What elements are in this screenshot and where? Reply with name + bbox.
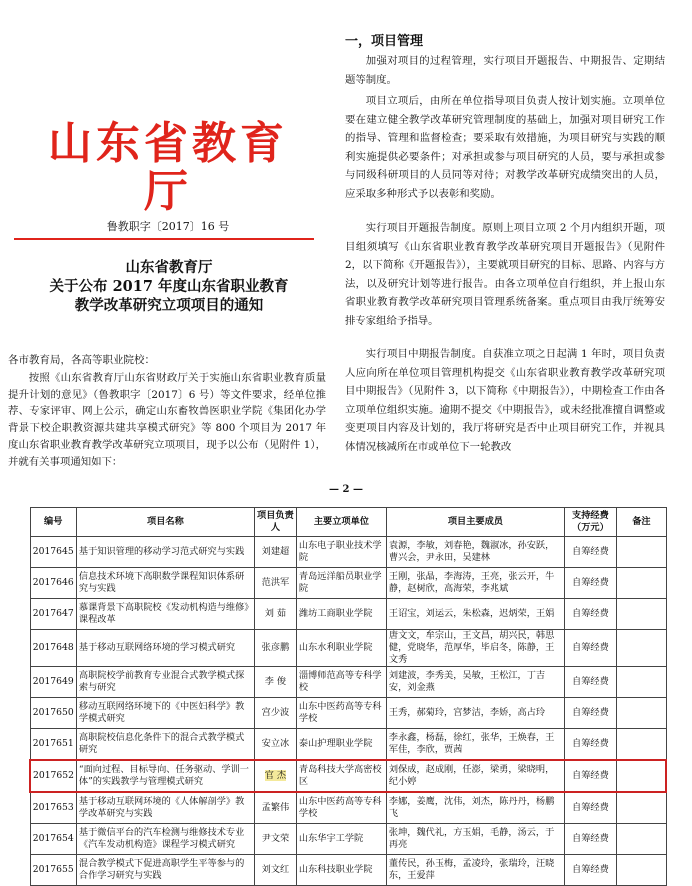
cell-id-text: 2017651 [32,738,74,749]
cell-fund-text: 自筹经费 [572,770,609,781]
cell-fund [564,599,616,630]
col-header-members: 项目主要成员 [386,508,564,537]
cell-leader-text: 孟繁伟 [261,802,290,813]
cell-leader-text: 官 杰 [264,770,287,781]
cell-project-name [76,792,254,824]
cell-fund [564,537,616,568]
cell-members [386,568,564,599]
cell-project-name [76,667,254,698]
cell-fund-text: 自筹经费 [572,802,609,813]
table-header-row [30,508,666,537]
cell-members [386,599,564,630]
cell-fund-text: 自筹经费 [572,738,609,749]
cell-project-name-text: 基于知识管理的移动学习范式研究与实践 [78,546,245,557]
table-row [30,537,666,568]
cell-leader [254,630,296,667]
table-body [30,537,666,886]
col-header-id: 编号 [30,508,76,537]
cell-unit [296,855,386,886]
cell-leader-text: 张彦鹏 [261,642,290,653]
cell-id [30,568,76,599]
cell-project-name-text: 基于移动互联网络环境的学习模式研究 [78,642,236,653]
cell-fund [564,824,616,855]
cell-unit [296,599,386,630]
table-row [30,630,666,667]
cell-project-name-text: 高职院校学前教育专业混合式教学模式探索与研究 [78,670,245,693]
cell-leader [254,855,296,886]
table-row [30,568,666,599]
cell-unit-text: 泰山护理职业学院 [298,738,373,749]
cell-leader-text: 刘文红 [261,864,290,875]
cell-unit [296,667,386,698]
table-row [30,599,666,630]
cell-id [30,698,76,729]
cell-id [30,855,76,886]
cell-unit-text: 山东中医药高等专科学校 [298,701,382,724]
cell-leader-text: 安立冰 [261,738,290,749]
cell-id-text: 2017645 [32,546,74,557]
salutation: 各市教育局，各高等职业院校： [8,354,155,366]
cell-unit [296,537,386,568]
cell-project-name [76,855,254,886]
cell-leader [254,599,296,630]
cell-id [30,792,76,824]
cell-unit-text: 山东水利职业学院 [298,642,373,653]
cell-project-name [76,698,254,729]
cell-unit [296,792,386,824]
cell-leader [254,760,296,792]
cell-note [616,537,666,568]
cell-leader [254,824,296,855]
cell-project-name-text: “面向过程、目标导向、任务驱动、学训一体”的实践教学与管理模式研究 [78,764,249,787]
cell-fund [564,760,616,792]
cell-note [616,599,666,630]
table-row [30,855,666,886]
cell-unit-text: 青岛科技大学高密校区 [298,764,382,787]
paragraph-opening-report: 实行项目开题报告制度。原则上项目立项 2 个月内组织开题，项目组须填写《山东省职业教育教学改革研究项目开题报告》（见附件 2，以下简称《开题报告》），主要就项目研究的目标、思路、内容与方法，以及研究计划等进行报告。由各立项单位自行组织，并上报山东省职业教育教学改革研究项目管理系统备案。重点项目由我厅统筹安排专家组给予指导。 [345,222,665,327]
cell-members [386,729,564,761]
document-number: 鲁教职字〔2017〕16 号 [106,220,230,233]
cell-members-text: 王诏宝，刘运云，朱松森，迟炳荣，王娟 [388,608,555,619]
cell-project-name-text: 慕课背景下高职院校《发动机构造与维修》课程改革 [78,602,249,625]
cell-id-text: 2017653 [32,802,74,813]
cell-unit-text: 山东科技职业学院 [298,864,373,875]
cell-id [30,599,76,630]
cell-project-name [76,537,254,568]
cell-fund [564,729,616,761]
col-header-unit: 主要立项单位 [296,508,386,537]
cell-members-text: 刘建波，李秀美，吴敏，王松江，丁吉安，刘金燕 [388,670,546,693]
cell-project-name-text: 移动互联网络环境下的《中医妇科学》教学模式研究 [78,701,245,724]
letterhead-divider [14,238,314,240]
table-row [30,729,666,761]
cell-note [616,760,666,792]
cell-unit [296,824,386,855]
cell-fund-text: 自筹经费 [572,833,609,844]
cell-id-text: 2017648 [32,642,74,653]
cell-id [30,667,76,698]
cell-leader-text: 刘 茹 [264,608,287,619]
cell-unit-text: 淄博师范高等专科学校 [298,670,382,693]
cell-project-name-text: 信息技术环境下高职数学课程知识体系研究与实践 [78,571,245,594]
cell-fund-text: 自筹经费 [572,577,609,588]
cell-note [616,630,666,667]
cell-project-name-text: 基于微信平台的汽车检测与维修技术专业《汽车发动机构造》课程学习模式研究 [78,827,245,850]
cell-leader-text: 范洪军 [261,577,290,588]
cell-leader-text: 刘建超 [261,546,290,557]
cell-id [30,729,76,761]
cell-unit-text: 山东电子职业技术学院 [298,540,382,563]
cell-id [30,824,76,855]
cell-members [386,760,564,792]
cell-unit-text: 山东中医药高等专科学校 [298,796,382,819]
cell-fund [564,698,616,729]
cell-project-name [76,599,254,630]
cell-members-text: 王刚，张晶，李海涛，王亮，张云开，牛静，赵树欣，高海荣，李兆斌 [388,571,555,594]
cell-leader [254,792,296,824]
cell-fund [564,855,616,886]
cell-members [386,537,564,568]
cell-unit [296,760,386,792]
cell-leader [254,729,296,761]
cell-members-text: 袁源，李敏，刘春艳，魏淑冰，孙安跃，曹兴会，尹永田，吴建林 [388,540,555,563]
cell-members-text: 董传民，孙玉梅，孟凌玲，张瑞玲，汪晓东，王爱萍 [388,858,555,881]
cell-fund-text: 自筹经费 [572,676,609,687]
paragraph-midterm-report: 实行项目中期报告制度。自获准立项之日起满 1 年时，项目负责人应向所在单位项目管理机构提交《山东省职业教育教学改革研究项目中期报告》（见附件 3，以下简称《中期报告》），中期检查工作由各立项单位组织实施。逾期不提交《中期报告》，或未经批准擅自调整或变更项目内容及计划的，我厅将研究是否中止项目研究工作，并视具体情况核减所在市或单位下一轮教改 [345,348,665,453]
paragraph-implementation: 项目立项后，由所在单位指导项目负责人按计划实施。立项单位要在建立健全教学改革研究管理制度的基础上，加强对项目研究工作的指导、管理和监督检查；要采取有效措施，为项目研究与实践的顺利实施提供必要条件；对承担或参与项目研究的人员，要与承担或参与同级科研项目的人员同等对待；对教学改革研究成绩突出的人员，应采取多种形式予以表彰和奖励。 [345,95,665,200]
table-row [30,792,666,824]
col-header-fund: 支持经费（万元） [564,508,616,537]
cell-id-text: 2017655 [32,864,74,875]
cell-members [386,667,564,698]
cell-unit-text: 潍坊工商职业学院 [298,608,373,619]
cell-id-text: 2017650 [32,707,74,718]
cell-note [616,667,666,698]
cell-fund [564,792,616,824]
cell-members [386,855,564,886]
page-number: — 2 — [329,484,363,495]
cell-note [616,824,666,855]
cell-fund-text: 自筹经费 [572,546,609,557]
notice-title-line: 关于公布 2017 年度山东省职业教育 [49,278,289,295]
cell-members-text: 李永鑫，杨磊，徐红，张华，王焕春，王军佳，李欣，贾茜 [388,732,555,755]
cell-id-text: 2017646 [32,577,74,588]
cell-members-text: 刘保成，赵成刚，任澎，梁勇，梁晓明，纪小婷 [388,764,555,787]
cell-members [386,824,564,855]
cell-note [616,729,666,761]
cell-unit-text: 青岛远洋船员职业学院 [298,571,382,594]
cell-members-text: 唐文文，牟宗山，王文昌，胡兴民，韩思健，党晓华，范厚华，毕启冬，陈静，王文秀 [388,630,555,665]
cell-project-name-text: 基于移动互联网环境的《人体解剖学》教学改革研究与实践 [78,796,245,819]
cell-members [386,792,564,824]
cell-id [30,537,76,568]
cell-fund [564,667,616,698]
cell-members-text: 王秀，郝菊玲，宫梦洁，李娇，高占玲 [388,707,546,718]
cell-id-text: 2017647 [32,608,74,619]
cell-leader [254,698,296,729]
cell-leader-text: 宫少波 [261,707,290,718]
cell-project-name [76,824,254,855]
cell-note [616,568,666,599]
cell-leader-text: 尹文荣 [261,833,290,844]
cell-id-text: 2017649 [32,676,74,687]
cell-members [386,630,564,667]
cell-unit-text: 山东华宇工学院 [298,833,364,844]
table-row [30,667,666,698]
col-header-name: 项目名称 [76,508,254,537]
notice-title-line: 山东省教育厅 [125,259,213,276]
table-row [30,824,666,855]
cell-unit [296,698,386,729]
cell-fund-text: 自筹经费 [572,864,609,875]
cell-project-name [76,568,254,599]
cell-id [30,760,76,792]
notice-title-line: 教学改革研究立项项目的通知 [74,297,264,314]
cell-id [30,630,76,667]
cell-fund-text: 自筹经费 [572,608,609,619]
cell-note [616,792,666,824]
cell-leader [254,537,296,568]
cell-fund-text: 自筹经费 [572,707,609,718]
cell-note [616,698,666,729]
cell-project-name-text: 高职院校信息化条件下的混合式教学模式研究 [78,732,245,755]
cell-unit [296,729,386,761]
cell-members-text: 李娜，姜鹰，沈伟，刘杰，陈丹丹，杨鹏飞 [388,796,555,819]
cell-leader-text: 李 俊 [264,676,287,687]
cell-project-name [76,630,254,667]
col-header-note: 备注 [616,508,666,537]
cell-project-name [76,760,254,792]
table-row [30,698,666,729]
cell-fund [564,568,616,599]
cell-unit [296,630,386,667]
cell-leader [254,568,296,599]
cell-id-text: 2017654 [32,833,74,844]
section-heading: 一，项目管理 [345,34,424,49]
notice-title [10,258,328,315]
cell-project-name-text: 混合教学模式下促进高职学生平等参与的合作学习研究与实践 [78,858,245,881]
cell-fund-text: 自筹经费 [572,642,609,653]
col-header-leader: 项目负责人 [254,508,296,537]
cell-unit [296,568,386,599]
cell-leader [254,667,296,698]
cell-members [386,698,564,729]
table-row [30,760,666,792]
cell-members-text: 张坤，魏代礼，方玉娟，毛静，汤云，于再亮 [388,827,555,850]
cell-note [616,855,666,886]
letterhead-title: 山东省教育厅 [48,118,288,217]
cell-fund [564,630,616,667]
cell-project-name [76,729,254,761]
notice-body: 按照《山东省教育厅山东省财政厅关于实施山东省职业教育质量提升计划的意见》（鲁教职字〔2017〕6 号）等文件要求，经单位推荐、专家评审、网上公示，确定山东畜牧兽医职业学院《集团化办学背景下校企职教资源共建共享模式研究》等 800 个项目为 2017 年度山东省职业教育教学改革研究立项项目，现予以公布（见附件 1），并就有关事项通知如下： [8,372,326,468]
project-table [29,507,667,886]
cell-id-text: 2017652 [33,770,74,781]
paragraph-management: 加强对项目的过程管理，实行项目开题报告、中期报告、定期结题等制度。 [345,55,665,86]
